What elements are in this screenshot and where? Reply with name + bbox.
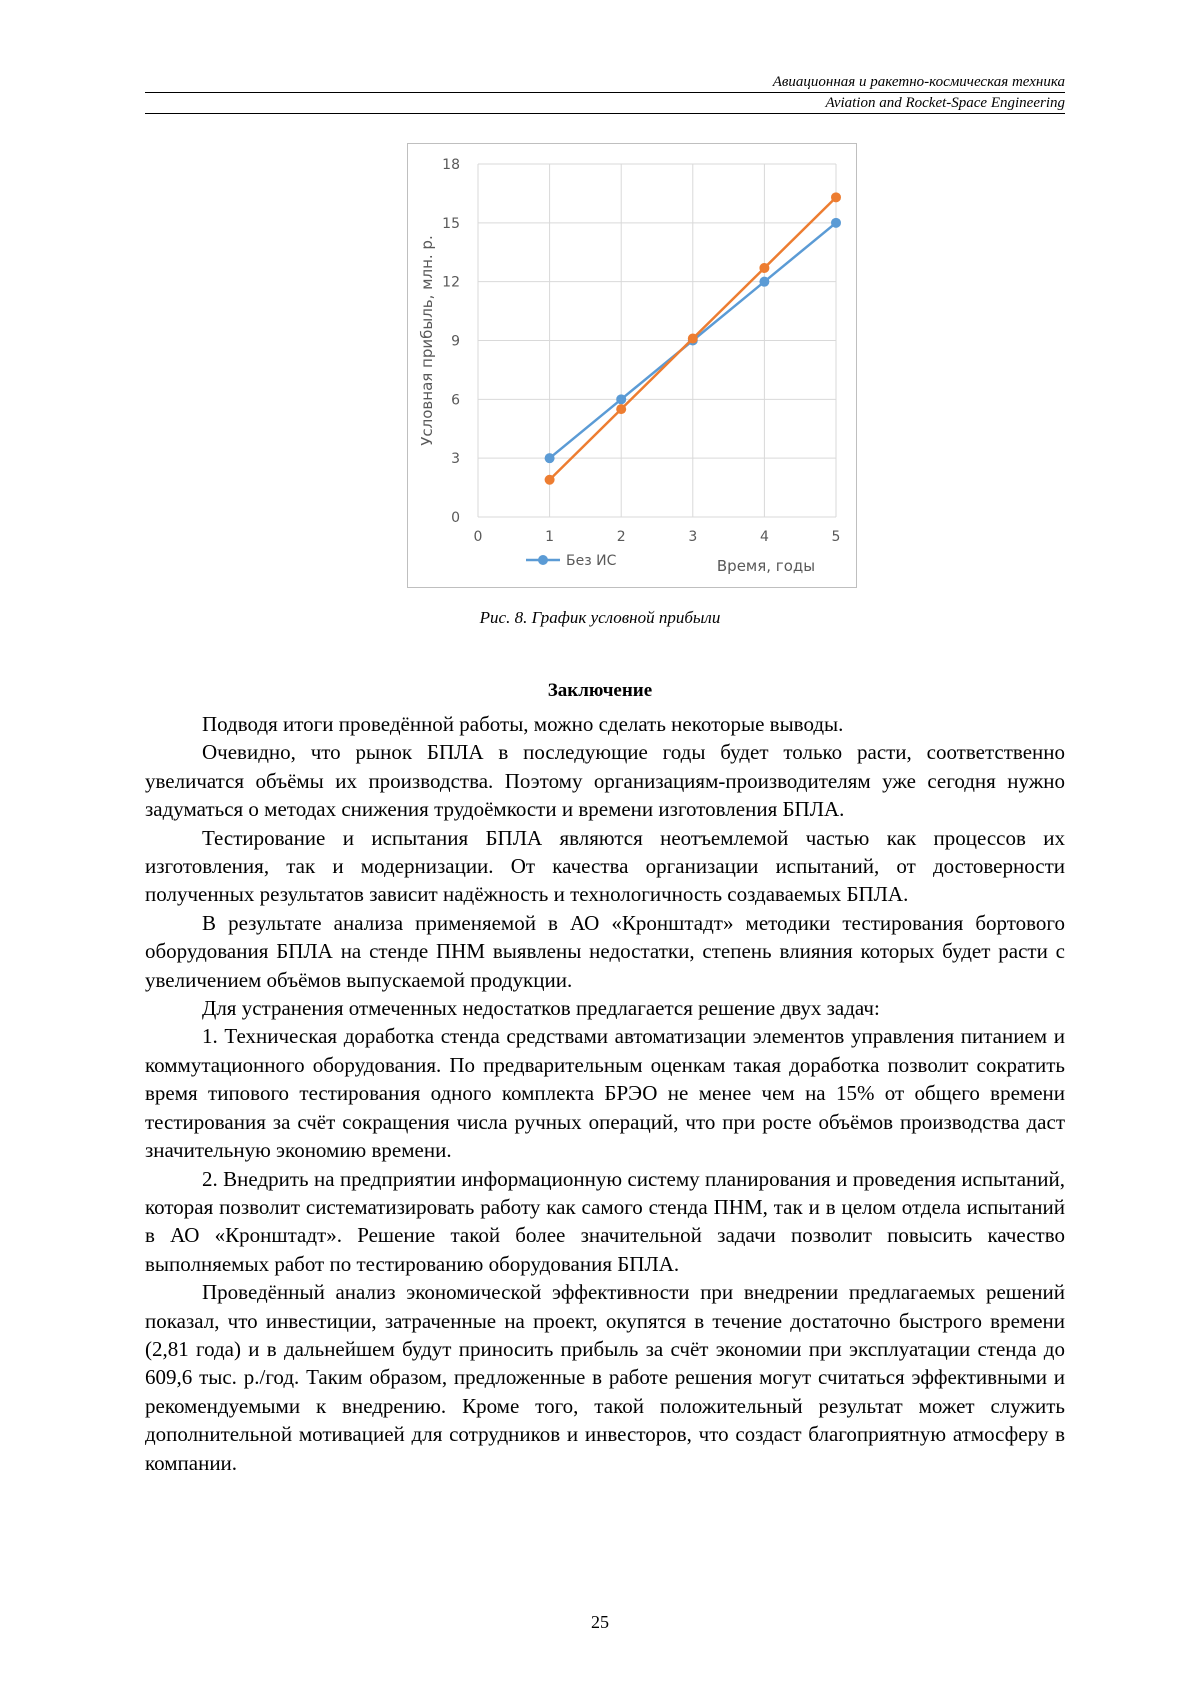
paragraph: Для устранения отмеченных недостатков предлагается решение двух задач: <box>202 996 880 1021</box>
y-tick-label: 15 <box>442 215 460 232</box>
profit-chart-svg <box>408 144 858 589</box>
section-title: Заключение <box>547 680 653 701</box>
data-point <box>759 277 769 287</box>
y-tick-label: 9 <box>451 333 460 350</box>
data-point <box>545 453 555 463</box>
data-point <box>831 218 841 228</box>
paragraph: 2. Внедрить на предприятии информационную систему планирования и проведения испытаний, которая позволит систематизировать работу как самого стенда ПНМ, так и в целом отдела испытаний в АО «Кронштадт». Решение такой более значительной задачи позволит повысить качество выполняемых работ по тестированию оборудования БПЛА. <box>145 1166 1065 1276</box>
x-tick-label: 3 <box>688 529 698 545</box>
x-tick-label: 0 <box>473 529 483 545</box>
x-tick-label: 1 <box>545 529 555 545</box>
data-point <box>688 334 698 344</box>
x-tick-label: 5 <box>831 529 841 545</box>
y-tick-label: 18 <box>442 157 460 173</box>
data-point <box>759 263 769 273</box>
journal-header <box>145 72 1065 114</box>
journal-title-en: Aviation and Rocket-Space Engineering <box>145 93 1065 114</box>
paragraph: В результате анализа применяемой в АО «Кронштадт» методики тестирования бортового оборудования БПЛА на стенде ПНМ выявлены недостатки, степень влияния которых будет расти с увеличением объёмов выпускаемой продукции. <box>145 910 1065 992</box>
legend-marker <box>538 555 548 565</box>
data-point <box>616 404 626 414</box>
y-tick-label: 3 <box>451 451 460 468</box>
page-number: 25 <box>591 1612 609 1632</box>
x-axis-title: Время, годы <box>716 557 816 575</box>
y-tick-label: 12 <box>442 274 460 291</box>
paragraph: Тестирование и испытания БПЛА являются неотъемлемой частью как процессов их изготовления, так и модернизации. От качества организации испытаний, от достоверности полученных результатов зависит надёжность и технологичность создаваемых БПЛА. <box>145 825 1065 907</box>
profit-chart <box>407 143 857 588</box>
paragraph: Очевидно, что рынок БПЛА в последующие годы будет только расти, соответственно увеличатся объёмы их производства. Поэтому организациям-производителям уже сегодня нужно задуматься о методах снижения трудоёмкости и времени изготовления БПЛА. <box>145 740 1065 822</box>
paragraph: Проведённый анализ экономической эффективности при внедрении предлагаемых решений показал, что инвестиции, затраченные на проект, окупятся в течение достаточно быстрого времени (2,81 года) и в дальнейшем будут приносить прибыль за счёт экономии при эксплуатации стенда до 609,6 тыс. р./год. Таким образом, предложенные в работе решения могут считаться эффективными и рекомендуемыми к внедрению. Кроме того, такой положительный результат может служить дополнительной мотивацией для сотрудников и инвесторов, что создаст благоприятную атмосферу в компании. <box>145 1280 1065 1475</box>
x-tick-label: 2 <box>616 529 626 545</box>
conclusion-text <box>145 710 1065 1477</box>
data-point <box>616 394 626 404</box>
figure-caption: Рис. 8. График условной прибыли <box>479 608 721 627</box>
y-axis-title: Условная прибыль, млн. р. <box>418 235 436 446</box>
data-point <box>545 475 555 485</box>
paragraph: 1. Техническая доработка стенда средствами автоматизации элементов управления питанием и коммутационного оборудования. По предварительным оценкам такая доработка позволит сократить время типового тестирования одного комплекта БРЭО не менее чем на 15% от общего времени тестирования за счёт сокращения числа ручных операций, что при росте объёмов производства даст значительную экономию времени. <box>145 1024 1065 1163</box>
y-tick-label: 6 <box>451 392 460 409</box>
y-tick-label: 0 <box>451 510 460 526</box>
x-tick-label: 4 <box>759 529 769 545</box>
paragraph: Подводя итоги проведённой работы, можно сделать некоторые выводы. <box>202 712 844 736</box>
data-point <box>831 192 841 202</box>
journal-title-ru: Авиационная и ракетно-космическая техника <box>145 72 1065 93</box>
legend-label: Без ИС <box>566 553 617 569</box>
